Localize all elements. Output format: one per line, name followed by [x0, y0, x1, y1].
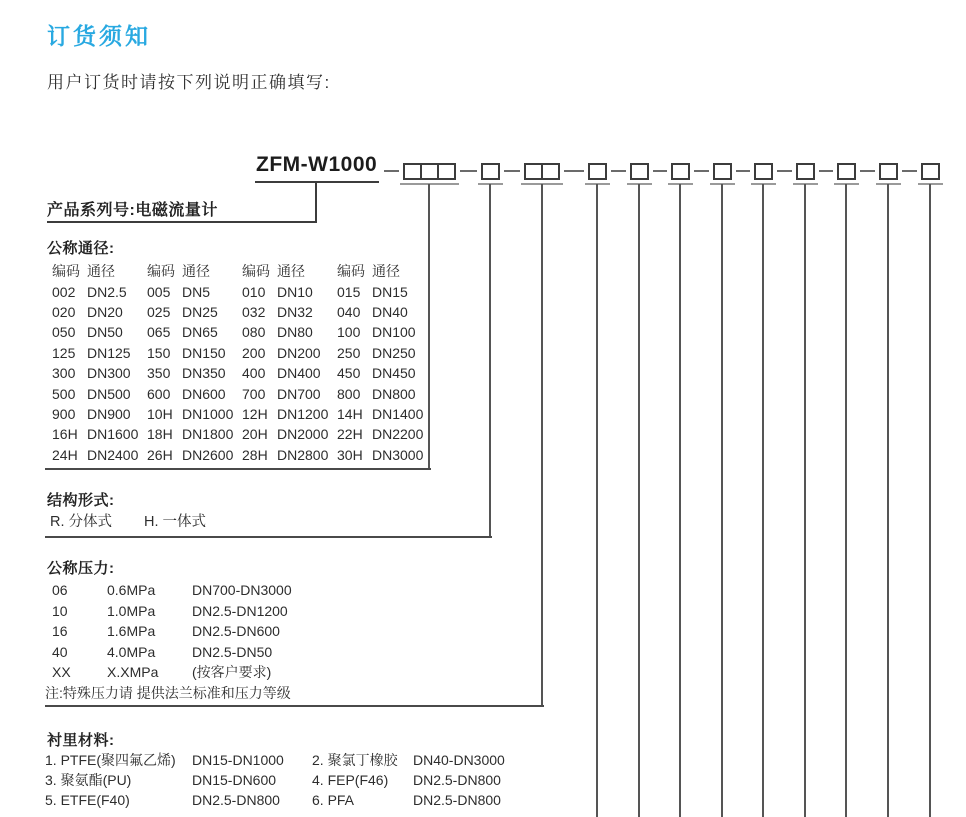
- model-code-box: [796, 163, 815, 180]
- diameter-cell: 400: [242, 365, 266, 382]
- pressure-cell: 0.6MPa: [107, 582, 156, 599]
- model-code-box: [879, 163, 898, 180]
- pressure-table: [52, 580, 412, 683]
- model-code-box: [541, 163, 560, 180]
- diameter-heading: 公称通径:: [47, 240, 115, 257]
- diameter-cell: 14H: [337, 405, 363, 422]
- diameter-cell: 22H: [337, 426, 363, 443]
- model-code-box: [481, 163, 500, 180]
- lining-row: [45, 790, 533, 810]
- diameter-cell: DN125: [87, 344, 131, 361]
- model-code-drop-line: [929, 184, 931, 817]
- diameter-cell: DN400: [277, 365, 321, 382]
- pressure-cell: 4.0MPa: [107, 643, 156, 660]
- lining-cell: DN15-DN600: [192, 772, 277, 788]
- pressure-cell: DN2.5-DN50: [192, 643, 273, 660]
- lining-row: [45, 750, 533, 770]
- diameter-cell: DN1600: [87, 426, 139, 443]
- diameter-header-cell: 通径: [277, 263, 305, 280]
- diameter-cell: DN40: [372, 303, 408, 320]
- pressure-cell: 10: [52, 602, 68, 619]
- diameter-cell: DN25: [182, 303, 218, 320]
- diameter-cell: DN32: [277, 303, 313, 320]
- diameter-cell: DN3000: [372, 446, 424, 463]
- diameter-cell: 900: [52, 405, 76, 422]
- diameter-cell: 200: [242, 344, 266, 361]
- diameter-cell: DN150: [182, 344, 226, 361]
- diameter-cell: 10H: [147, 405, 173, 422]
- diameter-cell: 500: [52, 385, 76, 402]
- diameter-cell: DN2400: [87, 446, 139, 463]
- pressure-cell: DN700-DN3000: [192, 582, 292, 599]
- model-code-box-group-6: [671, 163, 690, 180]
- diameter-cell: DN2000: [277, 426, 329, 443]
- diameter-cell: 300: [52, 365, 76, 382]
- model-code-connector-dash: [504, 170, 521, 172]
- lining-cell: 4. FEP(F46): [312, 772, 389, 788]
- diameter-cell: DN10: [277, 283, 313, 300]
- model-code-box-group-4: [588, 163, 607, 180]
- diameter-cell: DN1800: [182, 426, 234, 443]
- diameter-cell: 010: [242, 283, 266, 300]
- diameter-cell: DN1000: [182, 405, 234, 422]
- model-code-connector-dash: [384, 170, 399, 172]
- diameter-cell: DN350: [182, 365, 226, 382]
- pressure-cell: 40: [52, 643, 68, 660]
- lining-cell: 1. PTFE(聚四氟乙烯): [45, 752, 176, 768]
- model-code-box-group-8: [754, 163, 773, 180]
- model-code-connector-dash: [777, 170, 792, 172]
- lining-cell: DN2.5-DN800: [192, 792, 280, 808]
- pressure-cell: DN2.5-DN600: [192, 623, 280, 640]
- diameter-header-cell: 编码: [337, 263, 365, 280]
- diameter-row: [52, 302, 432, 322]
- model-code-box: [671, 163, 690, 180]
- diameter-row: [52, 363, 432, 383]
- diameter-cell: DN900: [87, 405, 131, 422]
- diameter-row: [52, 343, 432, 363]
- diameter-cell: 125: [52, 344, 76, 361]
- model-code-box-group-3: [524, 163, 560, 180]
- diameter-cell: DN65: [182, 324, 218, 341]
- section-bracket-line: [45, 468, 431, 470]
- diameter-cell: DN800: [372, 385, 416, 402]
- pressure-row: [52, 662, 412, 683]
- diameter-cell: 015: [337, 283, 361, 300]
- diameter-header-row: [52, 261, 432, 281]
- diameter-cell: DN200: [277, 344, 321, 361]
- model-code-box-group-12: [921, 163, 940, 180]
- lining-heading: 衬里材料:: [47, 732, 115, 749]
- structure-heading: 结构形式:: [47, 492, 115, 509]
- diameter-cell: 30H: [337, 446, 363, 463]
- diameter-header-cell: 通径: [182, 263, 210, 280]
- pressure-cell: 16: [52, 623, 68, 640]
- model-prefix-underline: [255, 181, 379, 183]
- diameter-row: [52, 383, 432, 403]
- diameter-cell: 450: [337, 365, 361, 382]
- diameter-cell: 700: [242, 385, 266, 402]
- diameter-header-cell: 通径: [372, 263, 400, 280]
- pressure-row: [52, 642, 412, 663]
- diameter-cell: 080: [242, 324, 266, 341]
- page-title: 订货须知: [47, 23, 151, 49]
- diameter-cell: DN1400: [372, 405, 424, 422]
- diameter-cell: 16H: [52, 426, 78, 443]
- diameter-cell: 032: [242, 303, 266, 320]
- diameter-cell: DN450: [372, 365, 416, 382]
- diameter-cell: 025: [147, 303, 171, 320]
- diameter-row: [52, 322, 432, 342]
- model-prefix: ZFM-W1000: [256, 153, 378, 176]
- diameter-cell: DN20: [87, 303, 123, 320]
- model-code-connector-dash: [902, 170, 917, 172]
- lining-table: [45, 750, 533, 810]
- diameter-cell: 150: [147, 344, 171, 361]
- diameter-header-cell: 通径: [87, 263, 115, 280]
- structure-options: [50, 510, 238, 531]
- model-code-connector-dash: [460, 170, 477, 172]
- model-code-box-group-9: [796, 163, 815, 180]
- model-code-connector-dash: [860, 170, 875, 172]
- model-code-box-group-1: [403, 163, 456, 180]
- diameter-cell: 065: [147, 324, 171, 341]
- model-code-drop-line: [638, 184, 640, 817]
- diameter-header-cell: 编码: [147, 263, 175, 280]
- diameter-cell: DN250: [372, 344, 416, 361]
- pressure-row: [52, 601, 412, 622]
- structure-option: H. 一体式: [144, 514, 207, 530]
- pressure-cell: 1.0MPa: [107, 602, 156, 619]
- pressure-cell: 06: [52, 582, 68, 599]
- model-code-connector-dash: [564, 170, 584, 172]
- page-subtitle: 用户订货时请按下列说明正确填写:: [47, 73, 331, 92]
- diameter-cell: 040: [337, 303, 361, 320]
- model-code-drop-line: [887, 184, 889, 817]
- model-code-drop-line: [845, 184, 847, 817]
- model-code-box: [713, 163, 732, 180]
- diameter-cell: DN50: [87, 324, 123, 341]
- diameter-cell: 005: [147, 283, 171, 300]
- model-code-drop-line: [489, 184, 491, 538]
- diameter-cell: DN600: [182, 385, 226, 402]
- diameter-cell: 002: [52, 283, 76, 300]
- pressure-heading: 公称压力:: [47, 560, 115, 577]
- diameter-table: [52, 261, 432, 465]
- pressure-row: [52, 580, 412, 601]
- diameter-row: [52, 445, 432, 465]
- diameter-cell: DN80: [277, 324, 313, 341]
- diameter-header-cell: 编码: [52, 263, 80, 280]
- diameter-cell: 28H: [242, 446, 268, 463]
- diameter-row: [52, 404, 432, 424]
- diameter-cell: 100: [337, 324, 361, 341]
- model-code-drop-line: [541, 184, 543, 707]
- model-code-drop-line: [679, 184, 681, 817]
- pressure-cell: X.XMPa: [107, 664, 159, 681]
- model-code-connector-dash: [736, 170, 750, 172]
- model-code-connector-dash: [653, 170, 667, 172]
- lining-cell: DN2.5-DN800: [413, 772, 501, 788]
- model-code-connector-dash: [819, 170, 833, 172]
- lining-cell: 5. ETFE(F40): [45, 792, 130, 808]
- series-connector-horizontal: [47, 221, 317, 223]
- model-code-box-group-10: [837, 163, 856, 180]
- diameter-cell: 26H: [147, 446, 173, 463]
- diameter-cell: DN15: [372, 283, 408, 300]
- pressure-cell: DN2.5-DN1200: [192, 602, 288, 619]
- lining-cell: DN15-DN1000: [192, 752, 284, 768]
- diameter-cell: 250: [337, 344, 361, 361]
- diameter-cell: 12H: [242, 405, 268, 422]
- diameter-cell: DN500: [87, 385, 131, 402]
- model-code-drop-line: [762, 184, 764, 817]
- pressure-note: 注:特殊压力请 提供法兰标准和压力等级: [45, 685, 291, 701]
- diameter-cell: DN300: [87, 365, 131, 382]
- lining-cell: 3. 聚氨酯(PU): [45, 772, 132, 788]
- diameter-row: [52, 281, 432, 301]
- lining-cell: DN40-DN3000: [413, 752, 505, 768]
- diameter-cell: 050: [52, 324, 76, 341]
- diameter-cell: 18H: [147, 426, 173, 443]
- diameter-cell: DN2.5: [87, 283, 127, 300]
- section-bracket-line: [45, 705, 544, 707]
- lining-cell: DN2.5-DN800: [413, 792, 501, 808]
- pressure-row: [52, 621, 412, 642]
- diameter-cell: DN5: [182, 283, 211, 300]
- lining-row: [45, 770, 533, 790]
- diameter-cell: 800: [337, 385, 361, 402]
- diameter-cell: DN2200: [372, 426, 424, 443]
- diameter-cell: 020: [52, 303, 76, 320]
- diameter-cell: 600: [147, 385, 171, 402]
- structure-option: R. 分体式: [50, 514, 113, 530]
- series-connector-vertical: [315, 181, 317, 223]
- diameter-header-cell: 编码: [242, 263, 270, 280]
- model-code-box: [754, 163, 773, 180]
- lining-cell: 2. 聚氯丁橡胶: [312, 752, 398, 768]
- model-code-box: [437, 163, 456, 180]
- series-label: 产品系列号:电磁流量计: [47, 202, 218, 219]
- diameter-cell: DN1200: [277, 405, 329, 422]
- pressure-cell: (按客户要求): [192, 664, 272, 681]
- model-code-box-group-11: [879, 163, 898, 180]
- lining-cell: 6. PFA: [312, 792, 355, 808]
- diameter-cell: 24H: [52, 446, 78, 463]
- model-code-connector-dash: [694, 170, 709, 172]
- diameter-row: [52, 424, 432, 444]
- model-code-box-group-7: [713, 163, 732, 180]
- pressure-cell: 1.6MPa: [107, 623, 156, 640]
- model-code-drop-line: [804, 184, 806, 817]
- model-code-box: [588, 163, 607, 180]
- model-code-box-group-2: [481, 163, 500, 180]
- diameter-cell: DN100: [372, 324, 416, 341]
- model-code-drop-line: [596, 184, 598, 817]
- diameter-cell: 20H: [242, 426, 268, 443]
- diameter-cell: DN2600: [182, 446, 234, 463]
- model-code-box-group-5: [630, 163, 649, 180]
- diameter-cell: 350: [147, 365, 171, 382]
- model-code-box: [921, 163, 940, 180]
- model-code-connector-dash: [611, 170, 626, 172]
- diameter-cell: DN700: [277, 385, 321, 402]
- model-code-box: [630, 163, 649, 180]
- pressure-cell: XX: [52, 664, 71, 681]
- model-code-box: [837, 163, 856, 180]
- diameter-cell: DN2800: [277, 446, 329, 463]
- model-code-drop-line: [721, 184, 723, 817]
- section-bracket-line: [45, 536, 492, 538]
